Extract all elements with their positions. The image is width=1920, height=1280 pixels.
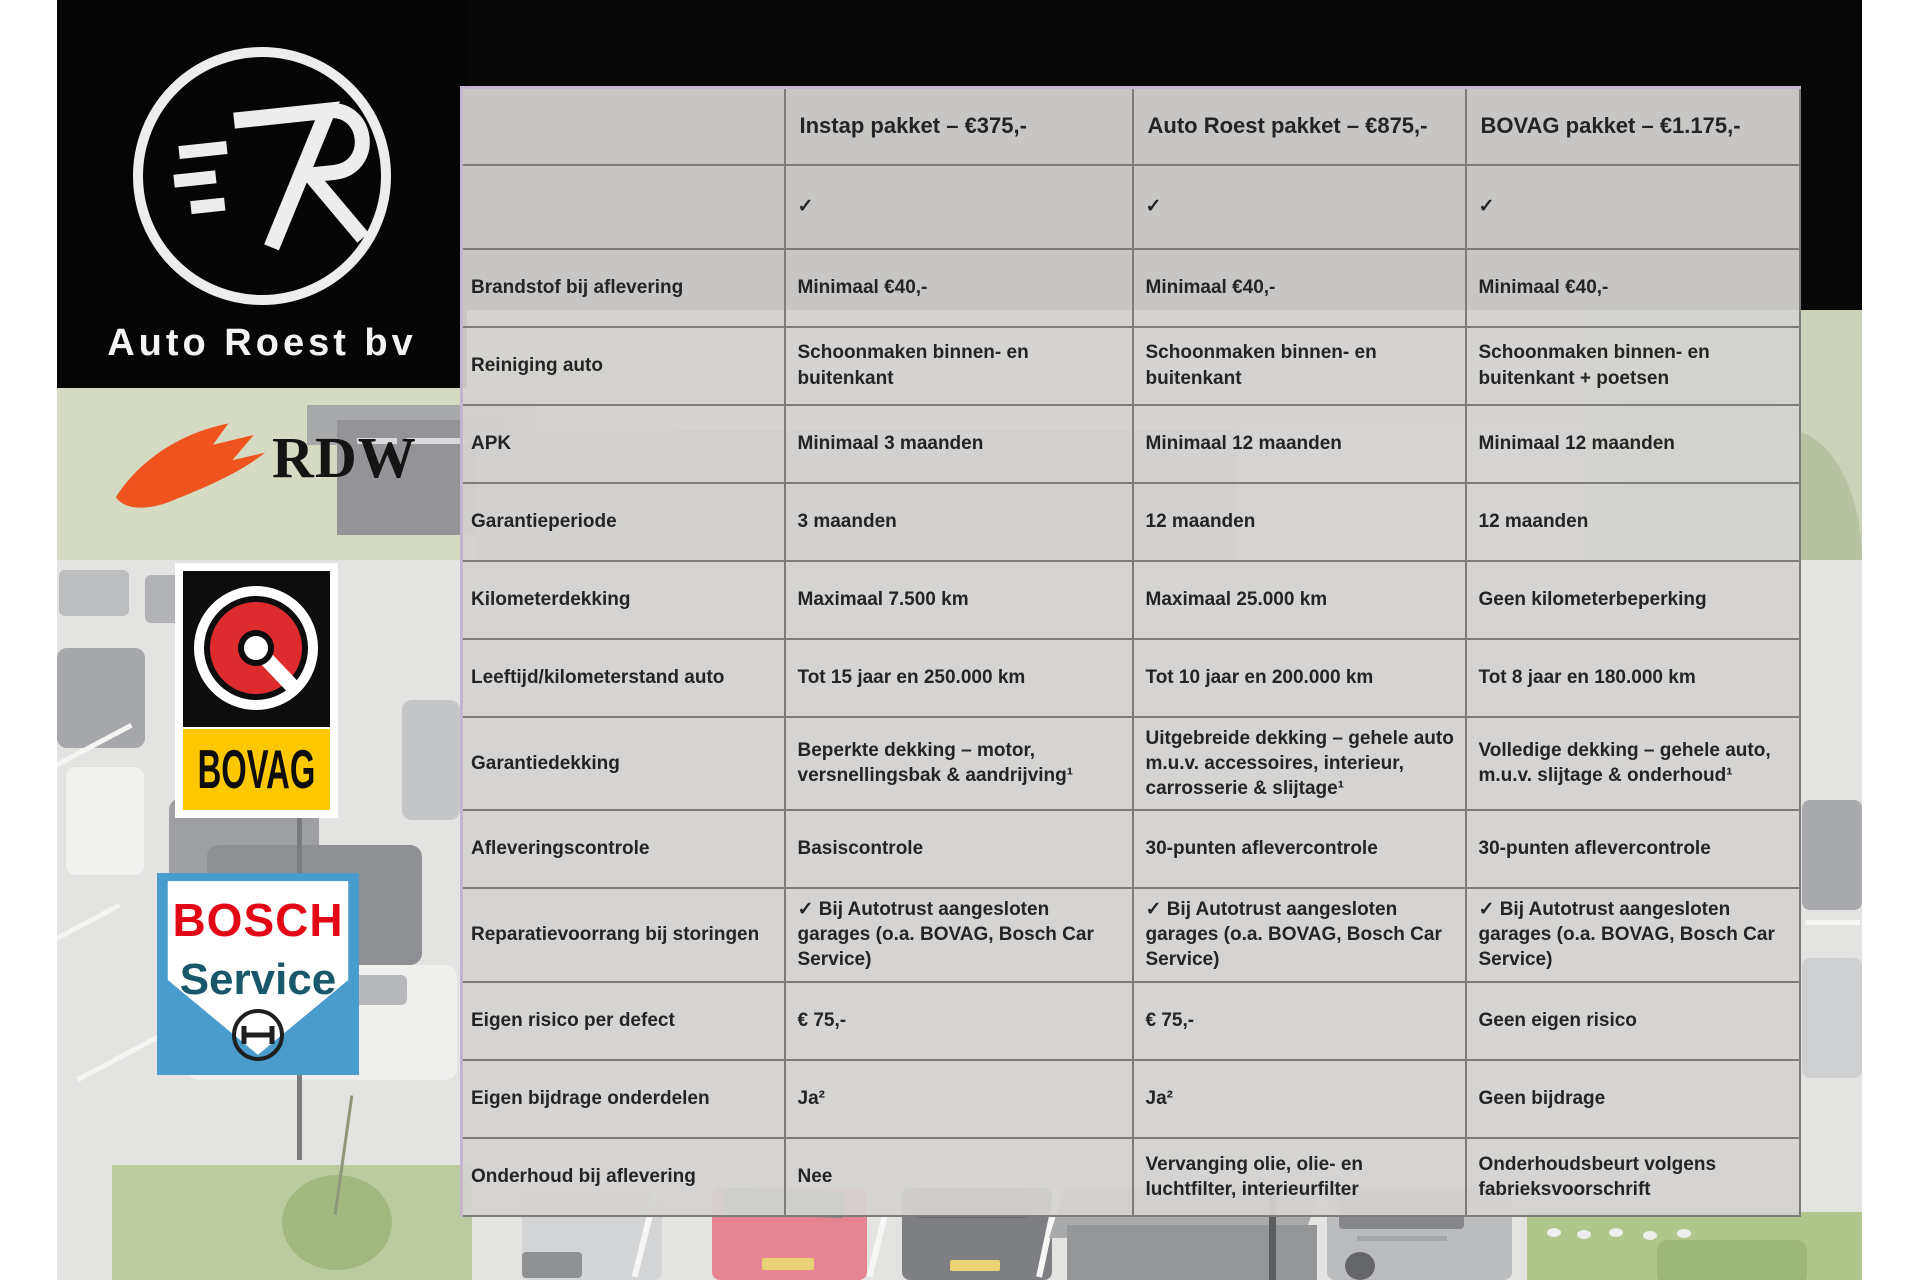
- feature-value: Minimaal €40,-: [785, 249, 1133, 327]
- feature-label: Eigen bijdrage onderdelen: [462, 1060, 785, 1138]
- table-header-row: [462, 88, 1800, 165]
- table-row: [462, 1138, 1800, 1216]
- feature-value: Onderhoudsbeurt volgens fabrieksvoorschrift: [1466, 1138, 1800, 1216]
- feature-value: Minimaal €40,-: [1466, 249, 1800, 327]
- feature-value: ✓ Bij Autotrust aangesloten garages (o.a. BOVAG, Bosch Car Service): [1133, 888, 1466, 982]
- feature-value: ✓: [1133, 165, 1466, 249]
- feature-value: ✓ Bij Autotrust aangesloten garages (o.a. BOVAG, Bosch Car Service): [1466, 888, 1800, 982]
- table-row: [462, 327, 1800, 405]
- table-row: [462, 561, 1800, 639]
- feature-value: 30-punten aflevercontrole: [1466, 810, 1800, 888]
- feature-label: APK: [462, 405, 785, 483]
- package-column-header: Instap pakket – €375,-: [785, 88, 1133, 165]
- feature-value: Schoonmaken binnen- en buitenkant: [1133, 327, 1466, 405]
- feature-value: 12 maanden: [1133, 483, 1466, 561]
- feature-value: ✓: [1466, 165, 1800, 249]
- bovag-logo: [175, 563, 338, 818]
- feature-value: Schoonmaken binnen- en buitenkant + poetsen: [1466, 327, 1800, 405]
- package-comparison-table: [460, 86, 1798, 1217]
- feature-value: Vervanging olie, olie- en luchtfilter, interieurfilter: [1133, 1138, 1466, 1216]
- feature-value: Uitgebreide dekking – gehele auto m.u.v. accessoires, interieur, carrosserie & slijtage¹: [1133, 717, 1466, 810]
- feature-value: Minimaal 12 maanden: [1133, 405, 1466, 483]
- feature-label: Kilometerdekking: [462, 561, 785, 639]
- package-column-header: Auto Roest pakket – €875,-: [1133, 88, 1466, 165]
- feature-value: Nee: [785, 1138, 1133, 1216]
- feature-value: Ja²: [785, 1060, 1133, 1138]
- package-table: [460, 86, 1801, 1217]
- feature-value: Volledige dekking – gehele auto, m.u.v. slijtage & onderhoud¹: [1466, 717, 1800, 810]
- auto-roest-monogram-icon: [122, 36, 402, 316]
- feature-value: ✓ Bij Autotrust aangesloten garages (o.a. BOVAG, Bosch Car Service): [785, 888, 1133, 982]
- bosch-wordmark: BOSCH: [172, 894, 344, 946]
- feature-value: Tot 8 jaar en 180.000 km: [1466, 639, 1800, 717]
- bosch-anchor-icon: [228, 1005, 288, 1065]
- table-row: [462, 810, 1800, 888]
- feature-value: 30-punten aflevercontrole: [1133, 810, 1466, 888]
- feature-value: Tot 15 jaar en 250.000 km: [785, 639, 1133, 717]
- feature-label: Onderhoud bij aflevering: [462, 1138, 785, 1216]
- table-row: [462, 717, 1800, 810]
- feature-value: Minimaal 3 maanden: [785, 405, 1133, 483]
- feature-value: 3 maanden: [785, 483, 1133, 561]
- table-row: [462, 165, 1800, 249]
- feature-label: Reiniging auto: [462, 327, 785, 405]
- feature-value: 12 maanden: [1466, 483, 1800, 561]
- feature-value: ✓: [785, 165, 1133, 249]
- table-row: [462, 405, 1800, 483]
- feature-column-header: [462, 88, 785, 165]
- bosch-service-logo: [157, 873, 359, 1075]
- feature-value: Maximaal 7.500 km: [785, 561, 1133, 639]
- feature-label: Reparatievoorrang bij storingen: [462, 888, 785, 982]
- feature-value: Geen eigen risico: [1466, 982, 1800, 1060]
- feature-value: Beperkte dekking – motor, versnellingsbak & aandrijving¹: [785, 717, 1133, 810]
- company-name: Auto Roest bv: [107, 322, 417, 364]
- feature-value: Minimaal 12 maanden: [1466, 405, 1800, 483]
- table-row: [462, 483, 1800, 561]
- auto-roest-logo-box: [57, 0, 467, 388]
- bosch-service-wordmark: Service: [179, 955, 337, 1004]
- feature-label: Afleveringscontrole: [462, 810, 785, 888]
- feature-label: Garantieperiode: [462, 483, 785, 561]
- feature-label: Leeftijd/kilometerstand auto: [462, 639, 785, 717]
- feature-value: Geen bijdrage: [1466, 1060, 1800, 1138]
- rdw-swoosh-icon: [112, 420, 277, 520]
- rdw-logo: [112, 414, 417, 524]
- bovag-yellow-band: [183, 729, 330, 810]
- table-row: [462, 1060, 1800, 1138]
- feature-value: Ja²: [1133, 1060, 1466, 1138]
- feature-label: Garantiedekking: [462, 717, 785, 810]
- feature-value: Tot 10 jaar en 200.000 km: [1133, 639, 1466, 717]
- feature-value: € 75,-: [785, 982, 1133, 1060]
- feature-value: Geen kilometerbeperking: [1466, 561, 1800, 639]
- feature-value: Maximaal 25.000 km: [1133, 561, 1466, 639]
- feature-label: Brandstof bij aflevering: [462, 249, 785, 327]
- feature-value: € 75,-: [1133, 982, 1466, 1060]
- table-row: [462, 888, 1800, 982]
- feature-label: Eigen risico per defect: [462, 982, 785, 1060]
- table-row: [462, 982, 1800, 1060]
- bovag-mark-icon: [183, 571, 330, 727]
- package-column-header: BOVAG pakket – €1.175,-: [1466, 88, 1800, 165]
- rdw-wordmark: RDW: [272, 425, 417, 490]
- feature-value: Minimaal €40,-: [1133, 249, 1466, 327]
- feature-label: [462, 165, 785, 249]
- table-row: [462, 249, 1800, 327]
- bovag-wordmark: BOVAG: [197, 738, 316, 800]
- feature-value: Schoonmaken binnen- en buitenkant: [785, 327, 1133, 405]
- feature-value: Basiscontrole: [785, 810, 1133, 888]
- table-row: [462, 639, 1800, 717]
